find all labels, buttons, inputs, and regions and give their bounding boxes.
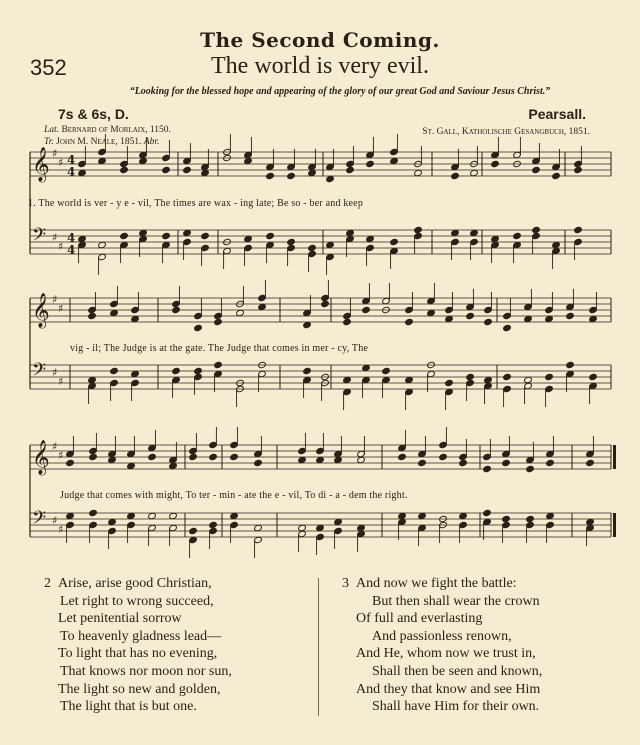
- verse-line: Let penitential sorrow: [58, 611, 182, 627]
- note-head: [172, 367, 181, 374]
- hymn-number: 352: [30, 55, 67, 80]
- note-head: [513, 232, 522, 239]
- lat-author: Bernard of Morlaix, 1150.: [61, 125, 171, 135]
- note-head: [326, 175, 335, 182]
- note-head: [266, 172, 275, 179]
- note-head: [346, 229, 355, 236]
- note-head: [439, 453, 448, 460]
- note-head: [189, 453, 198, 460]
- lat-label: Lat.: [44, 125, 60, 135]
- note-head: [194, 367, 203, 374]
- verse-line: Shall have Him for their own.: [372, 699, 540, 715]
- bass-clef: 𝄢: [32, 225, 47, 250]
- note-head: [362, 364, 371, 371]
- note-head: [214, 361, 223, 368]
- note-head: [108, 456, 117, 463]
- note-head: [172, 306, 181, 313]
- verse-line: The light so new and golden,: [58, 681, 221, 697]
- verse-line: To heavenly gladness lead—: [60, 628, 222, 644]
- note-head: [139, 229, 148, 236]
- note-head: [343, 376, 352, 383]
- note-head: [357, 456, 366, 463]
- note-head: [589, 315, 598, 322]
- sharp-sign: ♯: [52, 514, 58, 527]
- verse-line: And they that know and see Him: [356, 681, 541, 697]
- note-head: [148, 453, 157, 460]
- sharp-sign: ♯: [52, 440, 58, 453]
- note-head: [254, 524, 263, 531]
- note-head: [470, 229, 479, 236]
- note-head: [418, 512, 427, 519]
- note-head: [308, 244, 317, 251]
- sharp-sign: ♯: [52, 231, 58, 244]
- note-head: [502, 515, 511, 522]
- note-head: [316, 524, 325, 531]
- sharp-sign: ♯: [58, 449, 64, 462]
- sharp-sign: ♯: [58, 240, 64, 253]
- note-head: [183, 166, 192, 173]
- note-head: [287, 238, 296, 245]
- note-head: [526, 465, 535, 472]
- final-bar: [613, 445, 616, 469]
- note-head: [382, 367, 391, 374]
- time-signature-top: 4: [67, 231, 76, 245]
- note-head: [303, 367, 312, 374]
- note-head: [98, 241, 107, 248]
- treble-clef: 𝄞: [32, 147, 50, 182]
- note-head: [491, 160, 500, 167]
- lyric-line-2: vig - il; The Judge is at the gate. The Judge that comes in mer - cy, The: [70, 343, 369, 354]
- note-head: [414, 169, 423, 176]
- verse-line: The light that is but one.: [60, 699, 197, 715]
- bass-clef: 𝄢: [32, 508, 47, 533]
- verse-line: But then shall wear the crown: [372, 593, 540, 609]
- sharp-sign: ♯: [52, 147, 58, 160]
- note-head: [362, 306, 371, 313]
- note-head: [189, 527, 198, 534]
- note-head: [466, 312, 475, 319]
- note-head: [398, 512, 407, 519]
- note-head: [586, 459, 595, 466]
- note-head: [334, 518, 343, 525]
- note-head: [298, 524, 307, 531]
- note-head: [131, 370, 140, 377]
- verse-line: That knows nor moon nor sun,: [60, 663, 232, 679]
- verse-3: [342, 575, 542, 716]
- note-head: [78, 169, 87, 176]
- note-head: [169, 512, 178, 519]
- note-head: [169, 462, 178, 469]
- note-head: [110, 367, 119, 374]
- time-signature-top: 4: [67, 153, 76, 167]
- note-head: [502, 459, 511, 466]
- note-head: [66, 512, 75, 519]
- lyric-line-3: Judge that comes with might, To ter - min - ate the e - vil, To di - a - dem the right.: [60, 490, 408, 501]
- note-head: [546, 459, 555, 466]
- note-head: [120, 232, 129, 239]
- note-head: [236, 309, 245, 316]
- note-head: [298, 456, 307, 463]
- lyric-line-1: 1. The world is ver - y e - vil, The times are wax - ing late; Be so - ber and keep: [28, 198, 364, 209]
- note-head: [258, 303, 267, 310]
- note-head: [108, 518, 117, 525]
- note-head: [88, 312, 97, 319]
- note-head: [346, 166, 355, 173]
- verse-number: 3: [342, 576, 349, 591]
- note-head: [162, 166, 171, 173]
- note-head: [484, 318, 493, 325]
- note-head: [162, 232, 171, 239]
- note-head: [110, 309, 119, 316]
- note-head: [148, 512, 157, 519]
- note-head: [445, 315, 454, 322]
- note-head: [405, 376, 414, 383]
- sharp-sign: ♯: [52, 293, 58, 306]
- note-head: [418, 459, 427, 466]
- verse-line: 3 And now we fight the battle:: [342, 576, 517, 591]
- note-head: [398, 453, 407, 460]
- note-head: [451, 172, 460, 179]
- note-head: [503, 373, 512, 380]
- sharp-sign: ♯: [58, 156, 64, 169]
- tune-name: Pearsall.: [528, 106, 586, 122]
- note-head: [326, 241, 335, 248]
- tr-author: John M. Neale, 1851.: [56, 137, 142, 147]
- note-head: [552, 172, 561, 179]
- note-head: [414, 226, 423, 233]
- note-head: [201, 169, 210, 176]
- note-head: [405, 318, 414, 325]
- note-head: [308, 169, 317, 176]
- note-head: [566, 361, 575, 368]
- verse-divider: [318, 578, 319, 716]
- bass-clef: 𝄢: [32, 360, 47, 385]
- note-head: [451, 229, 460, 236]
- note-head: [78, 235, 87, 242]
- verse-number: 2: [44, 576, 51, 591]
- verse-line: Shall then be seen and known,: [372, 663, 543, 679]
- tr-note: Abr.: [143, 137, 160, 147]
- note-head: [89, 509, 98, 516]
- note-head: [545, 315, 554, 322]
- note-head: [390, 238, 399, 245]
- note-head: [366, 235, 375, 242]
- note-head: [390, 157, 399, 164]
- note-head: [574, 166, 583, 173]
- note-head: [244, 235, 253, 242]
- note-head: [524, 376, 533, 383]
- note-head: [334, 456, 343, 463]
- note-head: [127, 512, 136, 519]
- note-head: [343, 318, 352, 325]
- note-head: [303, 321, 312, 328]
- note-head: [484, 376, 493, 383]
- note-head: [357, 524, 366, 531]
- note-head: [127, 462, 136, 469]
- note-head: [503, 324, 512, 331]
- verse-line: Of full and everlasting: [356, 611, 483, 627]
- sharp-sign: ♯: [52, 366, 58, 379]
- meter: 7s & 6s, D.: [58, 106, 129, 122]
- note-head: [459, 459, 468, 466]
- note-head: [586, 518, 595, 525]
- time-signature-bottom: 4: [67, 243, 76, 257]
- note-head: [366, 160, 375, 167]
- note-head: [545, 373, 554, 380]
- note-head: [321, 300, 330, 307]
- tr-label: Tr.: [44, 137, 54, 147]
- verse-line: And He, whom now we trust in,: [356, 646, 536, 662]
- note-head: [201, 232, 210, 239]
- note-head: [98, 157, 107, 164]
- note-head: [316, 456, 325, 463]
- note-head: [88, 376, 97, 383]
- note-head: [89, 453, 98, 460]
- treble-clef: 𝄞: [32, 440, 50, 475]
- tune-source-credit: St. Gall, Katholische Gesangbuch, 1851.: [422, 127, 590, 137]
- sharp-sign: ♯: [58, 523, 64, 536]
- verse-line: To light that has no evening,: [58, 646, 218, 662]
- note-head: [470, 169, 479, 176]
- note-head: [66, 459, 75, 466]
- hymn-title: The world is very evil.: [211, 53, 429, 79]
- sharp-sign: ♯: [58, 375, 64, 388]
- note-head: [459, 512, 468, 519]
- note-head: [574, 226, 583, 233]
- note-head: [209, 521, 218, 528]
- note-head: [120, 166, 129, 173]
- note-head: [287, 172, 296, 179]
- note-head: [230, 453, 239, 460]
- verse-2: [44, 575, 232, 716]
- note-head: [466, 373, 475, 380]
- note-head: [194, 324, 203, 331]
- note-head: [491, 235, 500, 242]
- note-head: [209, 453, 218, 460]
- note-head: [254, 459, 263, 466]
- note-head: [483, 509, 492, 516]
- note-head: [552, 241, 561, 248]
- note-head: [266, 232, 275, 239]
- note-head: [445, 379, 454, 386]
- note-head: [546, 512, 555, 519]
- time-signature-bottom: 4: [67, 165, 76, 179]
- section-title: The Second Coming.: [200, 28, 440, 52]
- epigraph: “Looking for the blessed hope and appearing of the glory of our great God and Saviour Jesus Christ.”: [129, 86, 551, 97]
- note-head: [526, 515, 535, 522]
- note-head: [532, 166, 541, 173]
- note-head: [131, 315, 140, 322]
- note-head: [244, 157, 253, 164]
- treble-clef: 𝄞: [32, 293, 50, 328]
- note-head: [214, 318, 223, 325]
- note-head: [524, 315, 533, 322]
- note-head: [483, 465, 492, 472]
- note-head: [230, 512, 239, 519]
- note-head: [566, 312, 575, 319]
- note-head: [427, 309, 436, 316]
- note-head: [139, 157, 148, 164]
- note-head: [589, 373, 598, 380]
- final-bar: [613, 513, 616, 537]
- verse-line: Let right to wrong succeed,: [60, 593, 214, 609]
- verse-line: And passionless renown,: [372, 628, 512, 644]
- sharp-sign: ♯: [58, 302, 64, 315]
- note-head: [532, 226, 541, 233]
- verse-line: 2 Arise, arise good Christian,: [44, 576, 212, 591]
- note-head: [183, 229, 192, 236]
